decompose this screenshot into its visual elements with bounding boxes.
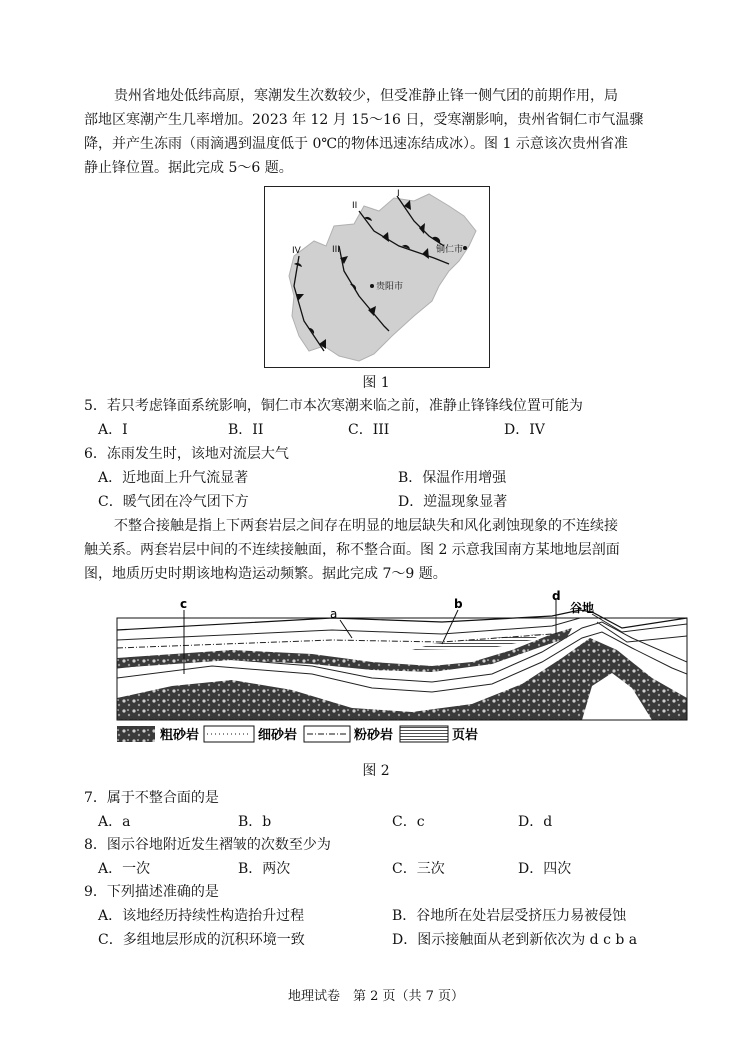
front-I-label: I [397, 189, 400, 199]
q9-stem: 9．下列描述准确的是 [84, 884, 219, 900]
q8-option-d[interactable]: D．四次 [518, 861, 572, 877]
q9-option-d[interactable]: D．图示接触面从老到新依次为 d c b a [392, 932, 638, 948]
front-II-label: II [352, 201, 358, 211]
fig2-label-c: c [180, 597, 188, 611]
q5-option-a[interactable]: A．I [98, 422, 128, 438]
legend-silt-label: 粉砂岩 [354, 728, 394, 743]
q9-option-a[interactable]: A．该地经历持续性构造抬升过程 [98, 908, 305, 924]
fig2-label-d: d [552, 589, 561, 603]
q6-option-d[interactable]: D．逆温现象显著 [398, 494, 508, 510]
q5-option-b[interactable]: B．II [228, 422, 264, 438]
figure1-caption: 图 1 [362, 375, 390, 391]
q7-option-b[interactable]: B．b [238, 814, 272, 830]
legend-coarse-swatch [117, 726, 155, 742]
intro1-line3: 降，并产生冻雨（雨滴遇到温度低于 0℃的物体迅速冻结成冰）。图 1 示意该次贵州省准 [84, 136, 628, 152]
q6-stem: 6．冻雨发生时，该地对流层大气 [84, 446, 289, 462]
q5-stem: 5．若只考虑锋面系统影响，铜仁市本次寒潮来临之前，准静止锋锋线位置可能为 [84, 398, 583, 414]
fig2-label-valley: 谷地 [570, 601, 595, 615]
q6-option-c[interactable]: C．暖气团在冷气团下方 [98, 494, 249, 510]
q9-option-b[interactable]: B．谷地所在处岩层受挤压力易被侵蚀 [392, 908, 627, 924]
intro1-line1: 贵州省地处低纬高原，寒潮发生次数较少，但受准静止锋一侧气团的前期作用，局 [114, 88, 618, 104]
legend-shale-swatch [400, 726, 448, 742]
legend-coarse-label: 粗砂岩 [160, 728, 200, 743]
q7-option-d[interactable]: D．d [518, 814, 553, 830]
q8-option-c[interactable]: C．三次 [392, 861, 445, 877]
page-footer: 地理试卷 第 2 页（共 7 页） [287, 989, 465, 1004]
guiyang-label: 贵阳市 [376, 282, 404, 292]
legend-shale-label: 页岩 [452, 728, 479, 743]
figure2-caption: 图 2 [362, 763, 390, 779]
intro1-line2: 部地区寒潮产生几率增加。2023 年 12 月 15～16 日，受寒潮影响，贵州省铜仁市气温骤 [84, 112, 644, 128]
intro2-line1: 不整合接触是指上下两套岩层之间存在明显的地层缺失和风化剥蚀现象的不连续接 [114, 518, 618, 534]
legend-fine-label: 细砂岩 [258, 728, 298, 743]
q7-option-c[interactable]: C．c [392, 814, 425, 830]
fig2-label-b: b [454, 597, 463, 611]
q5-option-d[interactable]: D．IV [504, 422, 545, 438]
q7-option-a[interactable]: A．a [98, 814, 131, 830]
intro1-line4: 静止锋位置。据此完成 5～6 题。 [84, 160, 293, 176]
q6-option-a[interactable]: A．近地面上升气流显著 [98, 470, 249, 486]
q8-option-a[interactable]: A．一次 [98, 861, 151, 877]
q6-option-b[interactable]: B．保温作用增强 [398, 470, 507, 486]
q8-option-b[interactable]: B．两次 [238, 861, 291, 877]
figure2-cross-section [112, 588, 692, 748]
fig2-label-a: a [330, 607, 338, 621]
q8-stem: 8．图示谷地附近发生褶皱的次数至少为 [84, 837, 331, 853]
front-IV-label: IV [292, 246, 301, 256]
front-III-label: III [332, 245, 340, 255]
intro2-line2: 触关系。两套岩层中间的不连续接触面，称不整合面。图 2 示意我国南方某地地层剖面 [84, 542, 620, 558]
q9-option-c[interactable]: C．多组地层形成的沉积环境一致 [98, 932, 305, 948]
tongren-label: 铜仁市 [436, 245, 464, 255]
figure1-map [264, 186, 490, 368]
intro2-line3: 图，地质历史时期该地构造运动频繁。据此完成 7～9 题。 [84, 566, 447, 582]
q7-stem: 7．属于不整合面的是 [84, 790, 219, 806]
q5-option-c[interactable]: C．III [348, 422, 390, 438]
